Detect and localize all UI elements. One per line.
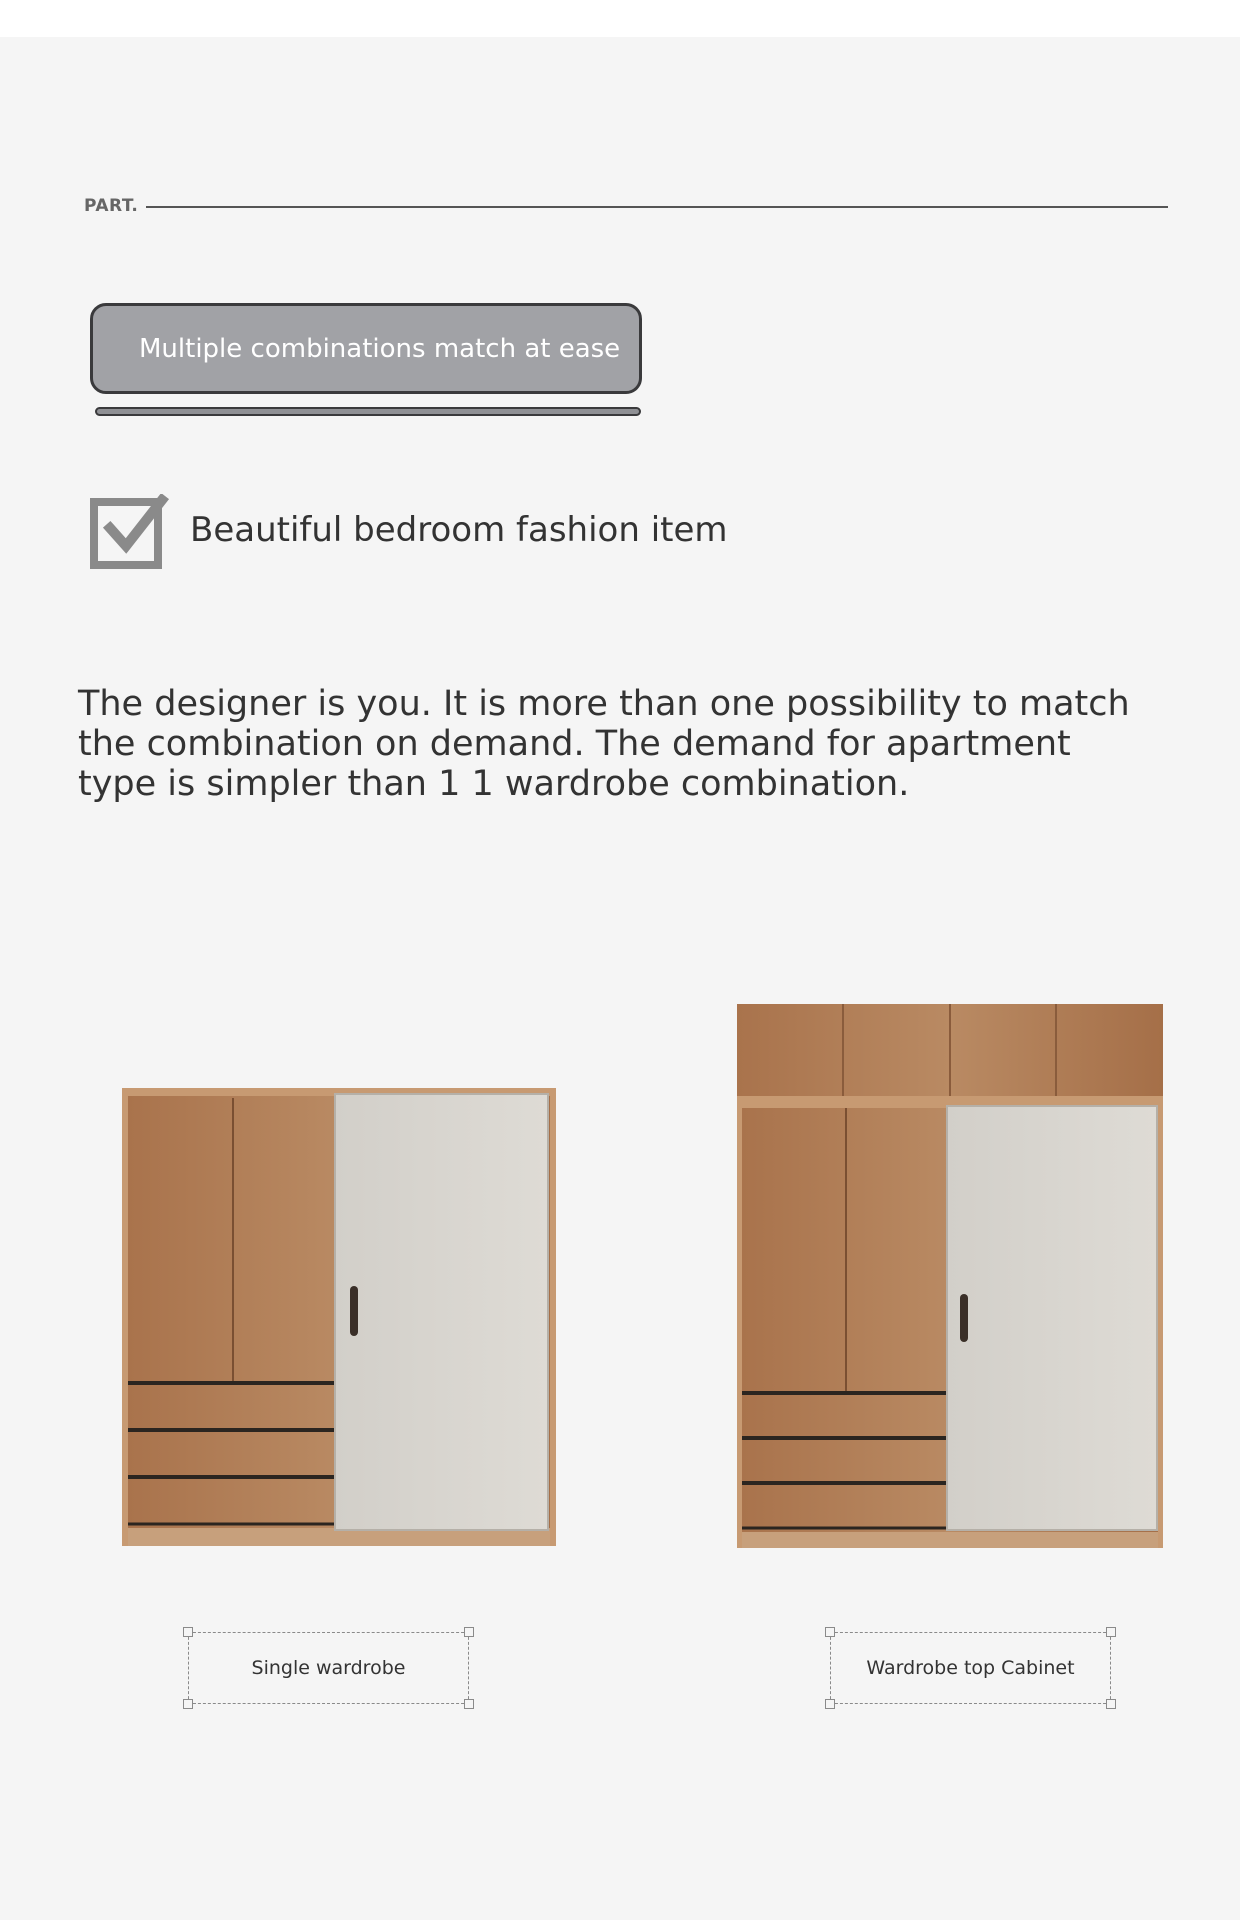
single-wardrobe-caption bbox=[188, 1632, 469, 1704]
description-text: The designer is you. It is more than one possibility to match the combination on demand. The demand for apartment type is simpler than 1 1 wardrobe combination. bbox=[78, 684, 1130, 804]
corner-handle bbox=[825, 1699, 835, 1709]
feature-title: Beautiful bedroom fashion item bbox=[190, 510, 728, 550]
corner-handle bbox=[183, 1627, 193, 1637]
wardrobe-top-cabinet-caption bbox=[830, 1632, 1111, 1704]
divider-line bbox=[146, 206, 1168, 208]
banner-underline bbox=[95, 407, 641, 416]
single-wardrobe-image bbox=[122, 1088, 556, 1546]
wardrobe-top-cabinet-image bbox=[737, 1004, 1163, 1548]
corner-handle bbox=[1106, 1627, 1116, 1637]
corner-handle bbox=[464, 1627, 474, 1637]
wardrobe-top-cabinet-label: Wardrobe top Cabinet bbox=[866, 1657, 1075, 1679]
part-label: PART. bbox=[84, 196, 139, 216]
corner-handle bbox=[825, 1627, 835, 1637]
combinations-banner bbox=[90, 303, 642, 394]
corner-handle bbox=[464, 1699, 474, 1709]
corner-handle bbox=[1106, 1699, 1116, 1709]
checkbox-checked-icon bbox=[90, 494, 170, 570]
single-wardrobe-label: Single wardrobe bbox=[251, 1657, 406, 1679]
corner-handle bbox=[183, 1699, 193, 1709]
combinations-banner-label: Multiple combinations match at ease bbox=[139, 333, 621, 364]
